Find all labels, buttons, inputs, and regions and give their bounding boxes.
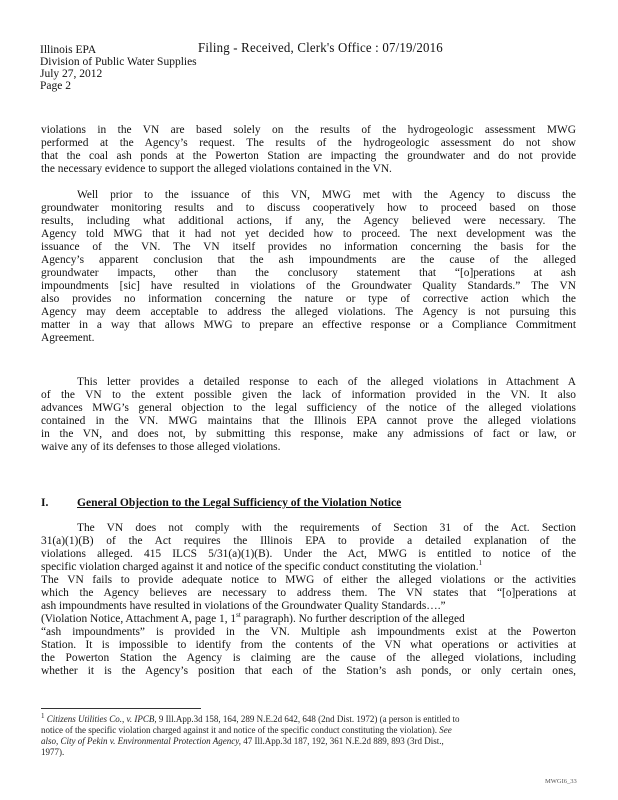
body-line-with-ordinal (41, 613, 576, 626)
footnote-line (41, 714, 460, 725)
body-line: The VN does not comply with the requirements of Section 31 of the Act. Section (77, 522, 576, 534)
body-line: Agreement. (41, 332, 95, 344)
body-line: groundwater impacts, other than the conclusory statement that “[o]perations at ash (41, 267, 576, 279)
body-line-with-footnote (41, 561, 576, 574)
body-line: ash impoundments have resulted in violations of the Groundwater Quality Standards….” (41, 600, 446, 612)
filing-stamp: Filing - Received, Clerk's Office : 07/19/2016 (198, 41, 443, 56)
footnote-marker: 1 (478, 559, 483, 568)
body-line: the necessary evidence to support the alleged violations contained in the VN. (41, 163, 392, 175)
body-line: contained in the VN. MWG maintains that the Illinois EPA cannot prove the alleged violations (41, 415, 576, 427)
body-line: issuance of the VN. The VN itself provides no information concerning the basis for the (41, 241, 576, 253)
body-line: Agency’s apparent conclusion that the ash impoundments are the cause of the alleged (41, 254, 576, 266)
body-line: which the Agency believes are necessary to address them. The VN states that “[o]perations at (41, 587, 576, 599)
body-line: whether it is the Agency’s position that each of the Station’s ash ponds, or only certain ones, (41, 665, 576, 677)
footnote-line (41, 725, 452, 736)
body-line: performed at the Agency’s request. The results of the hydrogeologic assessment do not show (41, 137, 576, 149)
body-line: violations in the VN are based solely on the results of the hydrogeologic assessment MWG (41, 124, 576, 136)
footnote-line: 1977). (41, 747, 65, 757)
body-line: of the VN to the extent possible given the lack of information provided in the VN. It also (41, 389, 576, 401)
footnote-number: 1 (41, 712, 45, 720)
footnote-case: City of Pekin v. Environmental Protection Agency, (60, 736, 241, 746)
body-line: “ash impoundments” is provided in the VN. Multiple ash impoundments exist at the Powerton (41, 626, 576, 638)
footnote-signal: also, (41, 736, 59, 746)
page-identifier: MWGI6_33 (545, 778, 577, 785)
body-line: Well prior to the issuance of this VN, MWG met with the Agency to discuss the (77, 189, 576, 201)
body-line-text: specific violation charged against it and notice of the specific conduct constituting the violation. (41, 561, 479, 573)
ordinal-suffix: st (236, 611, 241, 620)
footnote-text: notice of the specific violation charged against it and notice of the specific conduct constituting the violation). (41, 725, 437, 735)
letterhead-page: Page 2 (40, 80, 71, 92)
body-line: impoundments [sic] have resulted in violations of the Groundwater Quality Standards.” The VN (41, 280, 576, 292)
body-line: 31(a)(1)(B) of the Act requires the Illinois EPA to provide a detailed explanation of the (41, 535, 576, 547)
letterhead-org: Illinois EPA (40, 44, 97, 56)
body-line: that the coal ash ponds at the Powerton Station are impacting the groundwater and do not provide (41, 150, 576, 162)
footnote-signal: See (439, 725, 452, 735)
footnote-case: Citizens Utilities Co., v. IPCB, (46, 714, 157, 724)
footnote-text: 9 Ill.App.3d 158, 164, 289 N.E.2d 642, 648 (2nd Dist. 1972) (a person is entitled to (156, 714, 460, 724)
letterhead-division: Division of Public Water Supplies (40, 56, 197, 68)
body-line: matter in a way that allows MWG to prepare an effective response or a Compliance Commitment (41, 319, 576, 331)
body-line: violations alleged. 415 ILCS 5/31(a)(1)(B). Under the Act, MWG is entitled to notice of the (41, 548, 576, 560)
footnote-line (41, 736, 444, 747)
body-line-text-cont: paragraph). No further description of the alleged (240, 613, 465, 625)
section-title: General Objection to the Legal Sufficiency of the Violation Notice (77, 496, 402, 509)
body-line: The VN fails to provide adequate notice to MWG of either the alleged violations or the activities (41, 574, 576, 586)
footnote-rule (41, 708, 201, 709)
body-line: Agency told MWG that it had not yet decided how to proceed. The next development was the (41, 228, 576, 240)
body-line: also provides no information concerning the nature or type of corrective action which the (41, 293, 576, 305)
body-line: the Powerton Station the Agency is claiming are the cause of the alleged violations, including (41, 652, 576, 664)
body-line: in the VN, and does not, by submitting this response, make any admissions of fact or law, or (41, 428, 576, 440)
body-line: results, including what additional actions, if any, the Agency believed were necessary. The (41, 215, 576, 227)
body-line: advances MWG’s general objection to the legal sufficiency of the notice of the alleged violations (41, 402, 576, 414)
section-number: I. (41, 496, 49, 509)
body-line: Station. It is impossible to identify from the contents of the VN what operations or activities at (41, 639, 576, 651)
body-line: waive any of its defenses to those alleged violations. (41, 441, 281, 453)
body-line: groundwater monitoring results and to discuss cooperatively how to proceed based on those (41, 202, 576, 214)
footnote-text: 47 Ill.App.3d 187, 192, 361 N.E.2d 889, 893 (3rd Dist., (240, 736, 444, 746)
body-line: This letter provides a detailed response to each of the alleged violations in Attachment A (77, 376, 576, 388)
letterhead-date: July 27, 2012 (40, 68, 103, 80)
body-line-text: (Violation Notice, Attachment A, page 1, 1 (41, 613, 237, 625)
body-line: Agency may deem acceptable to address the alleged violations. The Agency is not pursuing this (41, 306, 576, 318)
